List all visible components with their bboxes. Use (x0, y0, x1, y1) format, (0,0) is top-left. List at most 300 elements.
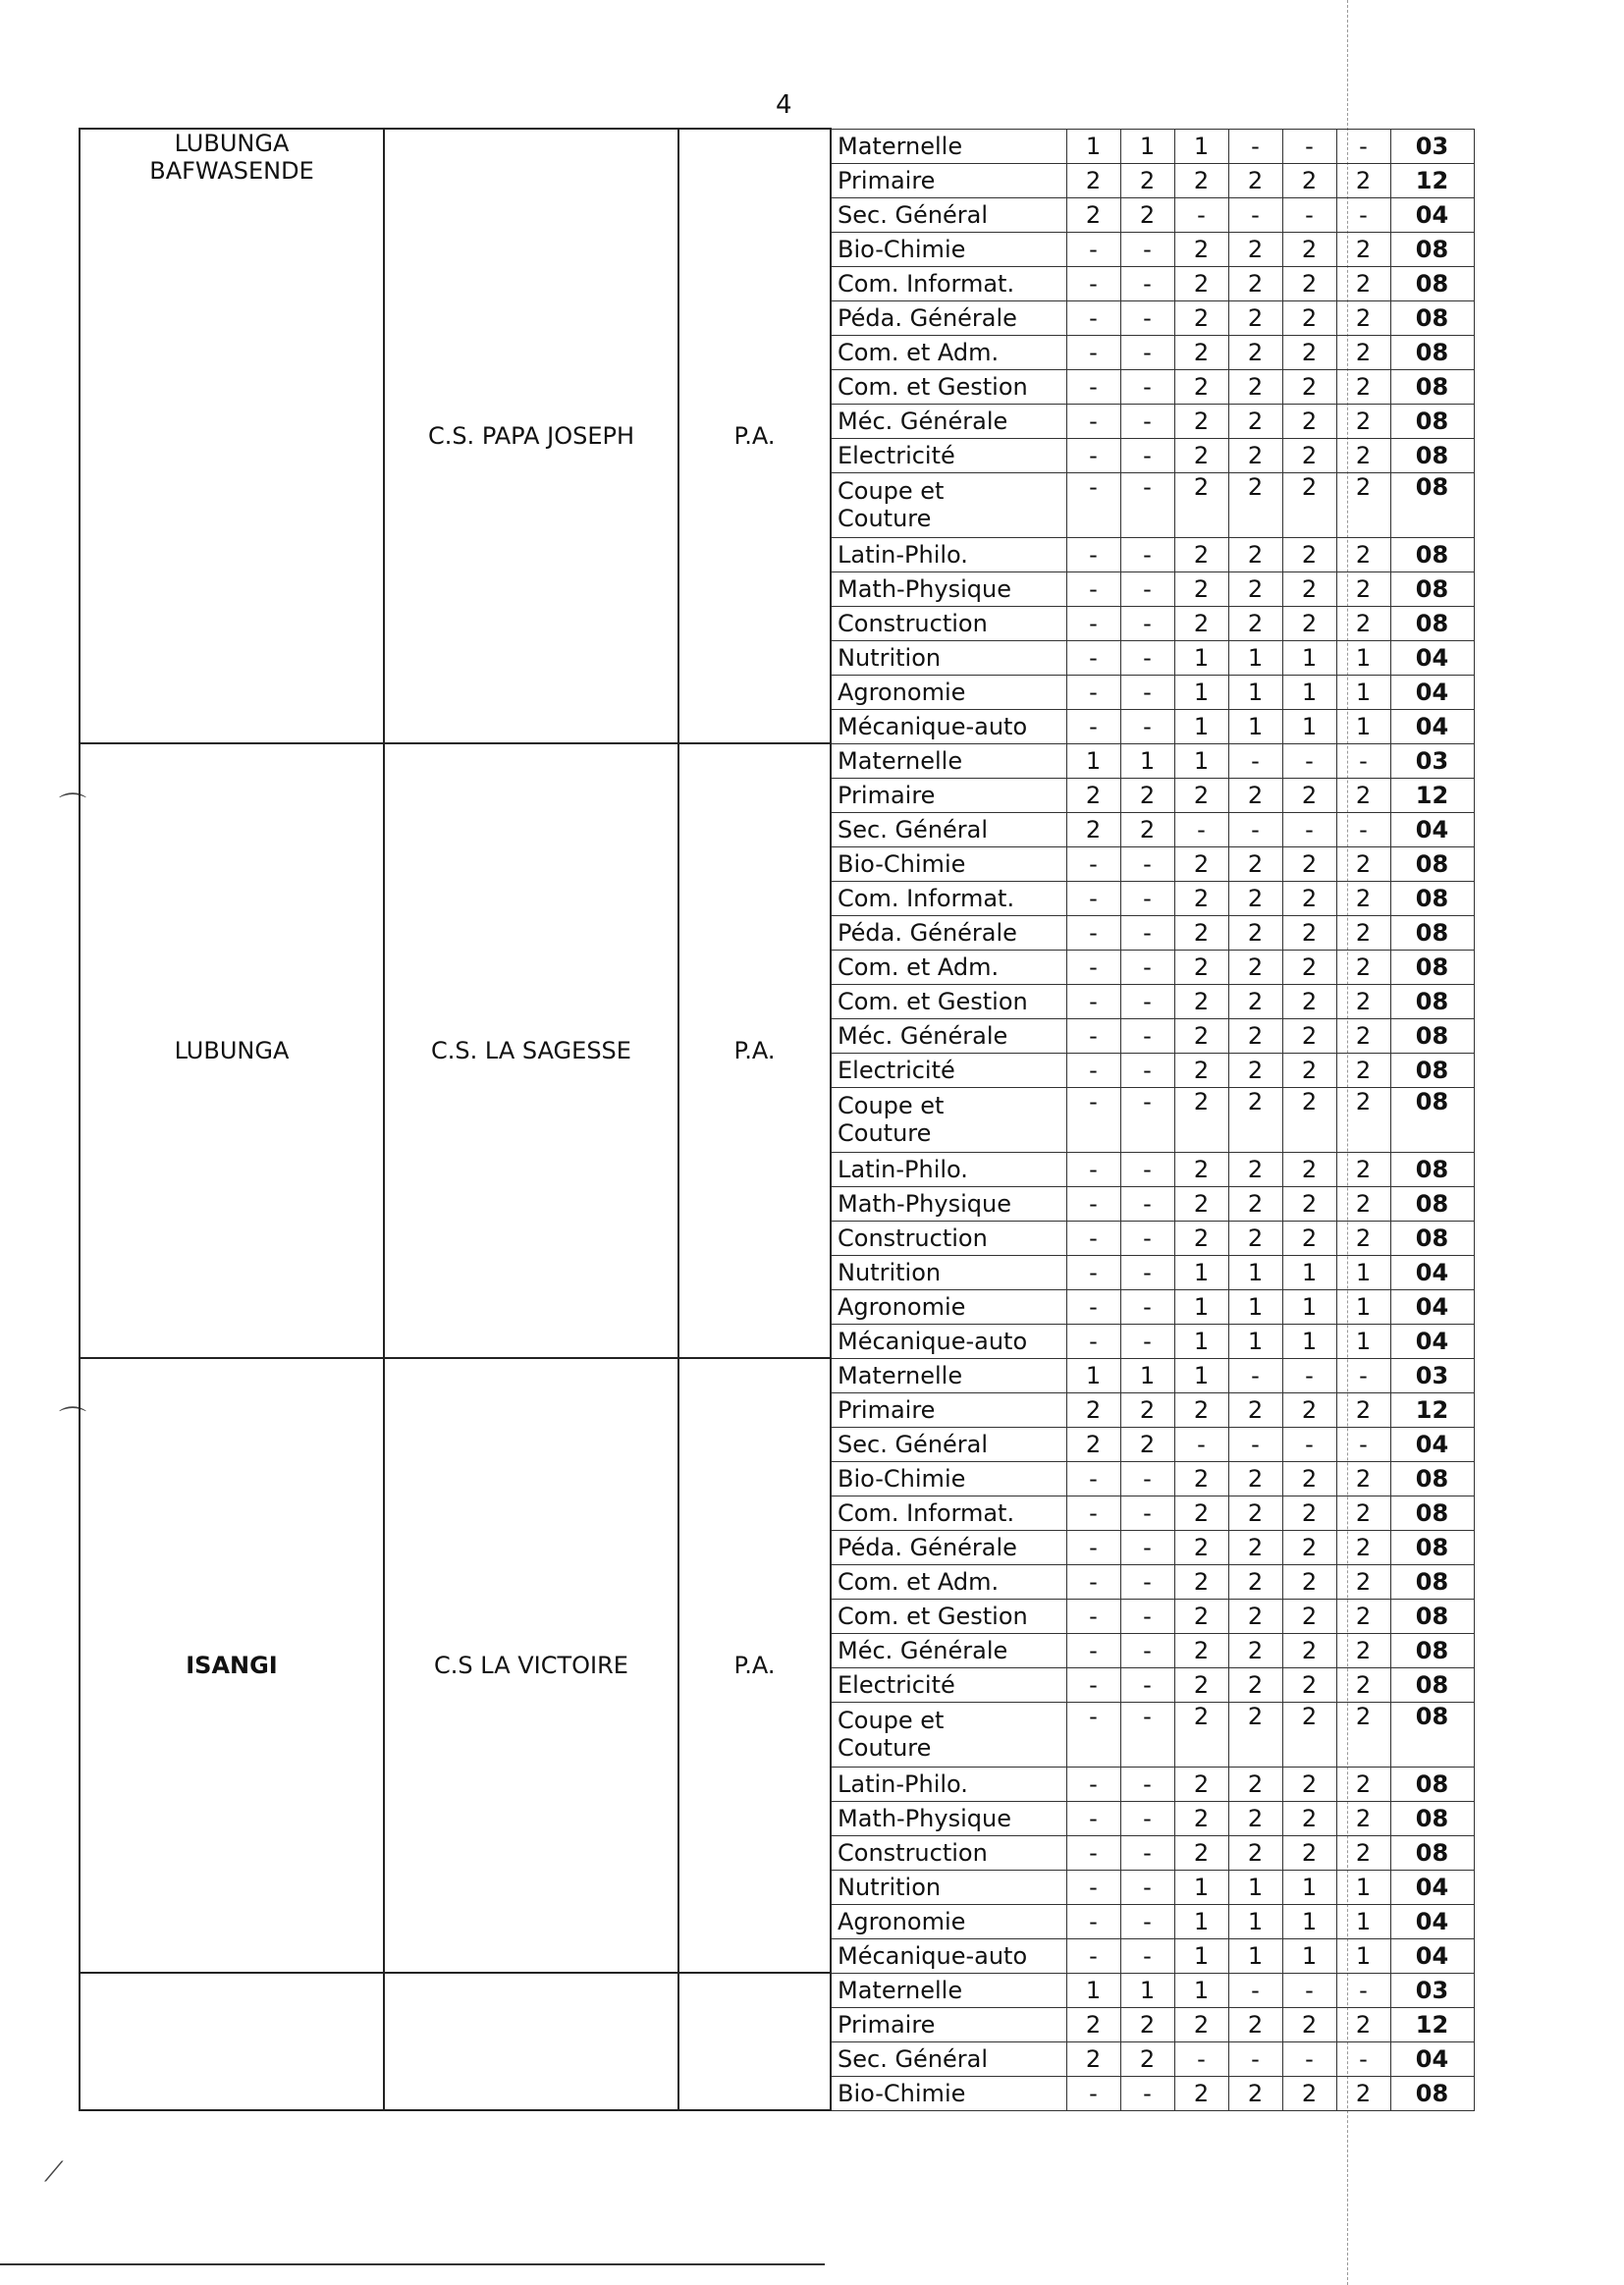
count-cell: 1 (1174, 1904, 1228, 1938)
count-cell: - (1120, 1702, 1174, 1767)
count-cell: 1 (1120, 1358, 1174, 1392)
count-cell: 2 (1282, 2076, 1336, 2110)
count-cell: 1 (1120, 743, 1174, 778)
count-cell: 2 (1174, 778, 1228, 812)
total-cell: 04 (1390, 812, 1474, 846)
count-cell: 2 (1174, 1633, 1228, 1667)
count-cell: - (1066, 1801, 1120, 1835)
count-cell: - (1120, 404, 1174, 438)
count-cell: 1 (1228, 1289, 1282, 1324)
count-cell: 1 (1066, 1358, 1120, 1392)
count-cell: - (1066, 438, 1120, 472)
count-cell: - (1120, 232, 1174, 266)
subject-cell: Péda. Générale (831, 1530, 1066, 1564)
count-cell: 2 (1174, 335, 1228, 369)
regime-cell: P.A. (678, 1358, 831, 1973)
count-cell: - (1336, 1358, 1390, 1392)
total-cell: 03 (1390, 743, 1474, 778)
count-cell: 2 (1336, 1599, 1390, 1633)
count-cell: - (1174, 197, 1228, 232)
count-cell: 2 (1336, 266, 1390, 300)
count-cell: - (1120, 1087, 1174, 1152)
count-cell: - (1120, 1667, 1174, 1702)
count-cell: - (1066, 1870, 1120, 1904)
total-cell: 04 (1390, 2041, 1474, 2076)
total-cell: 08 (1390, 404, 1474, 438)
count-cell: 2 (1336, 1801, 1390, 1835)
subject-cell: Sec. Général (831, 197, 1066, 232)
subject-cell: Sec. Général (831, 812, 1066, 846)
count-cell: 2 (1174, 1461, 1228, 1496)
count-cell: 2 (1336, 1633, 1390, 1667)
count-cell: 2 (1174, 915, 1228, 950)
count-cell: 2 (1174, 266, 1228, 300)
count-cell: - (1174, 812, 1228, 846)
subject-cell: Méc. Générale (831, 1633, 1066, 1667)
count-cell: 2 (1282, 1702, 1336, 1767)
count-cell: 2 (1336, 300, 1390, 335)
count-cell: 2 (1174, 1496, 1228, 1530)
count-cell: 2 (1336, 404, 1390, 438)
count-cell: - (1066, 915, 1120, 950)
count-cell: - (1120, 640, 1174, 675)
count-cell: - (1120, 1324, 1174, 1358)
count-cell: - (1066, 335, 1120, 369)
count-cell: - (1282, 1358, 1336, 1392)
count-cell: 2 (1228, 266, 1282, 300)
count-cell: - (1174, 1427, 1228, 1461)
subject-cell: Latin-Philo. (831, 1152, 1066, 1186)
count-cell: 2 (1228, 1530, 1282, 1564)
count-cell: 2 (1336, 571, 1390, 606)
count-cell: 2 (1336, 1461, 1390, 1496)
count-cell: 1 (1228, 1904, 1282, 1938)
total-cell: 08 (1390, 1702, 1474, 1767)
count-cell: 2 (1336, 915, 1390, 950)
count-cell: 2 (1066, 778, 1120, 812)
count-cell: - (1066, 846, 1120, 881)
count-cell: 1 (1174, 743, 1228, 778)
count-cell: 2 (1066, 1392, 1120, 1427)
subject-cell: Com. Informat. (831, 266, 1066, 300)
count-cell: 2 (1282, 369, 1336, 404)
school-name-cell: C.S LA VICTOIRE (384, 1358, 678, 1973)
count-cell: - (1066, 1461, 1120, 1496)
count-cell: - (1066, 1530, 1120, 1564)
count-cell: 1 (1174, 1938, 1228, 1973)
subject-cell: Méc. Générale (831, 1018, 1066, 1053)
total-cell: 08 (1390, 846, 1474, 881)
subject-cell: Construction (831, 1835, 1066, 1870)
count-cell: - (1228, 812, 1282, 846)
count-cell: - (1120, 709, 1174, 743)
count-cell: 2 (1282, 1496, 1336, 1530)
count-cell: 2 (1228, 472, 1282, 537)
total-cell: 08 (1390, 1835, 1474, 1870)
count-cell: - (1120, 537, 1174, 571)
subject-cell: Com. et Adm. (831, 950, 1066, 984)
table-row (80, 743, 1474, 778)
count-cell: 2 (1336, 606, 1390, 640)
count-cell: 1 (1336, 709, 1390, 743)
total-cell: 08 (1390, 950, 1474, 984)
count-cell: 2 (1282, 606, 1336, 640)
count-cell: 1 (1228, 709, 1282, 743)
count-cell: 2 (1228, 1599, 1282, 1633)
count-cell: 2 (1282, 1835, 1336, 1870)
count-cell: - (1228, 129, 1282, 163)
count-cell: 2 (1228, 1018, 1282, 1053)
count-cell: 2 (1282, 1392, 1336, 1427)
count-cell: 1 (1066, 1973, 1120, 2007)
count-cell: 2 (1282, 1801, 1336, 1835)
count-cell: - (1066, 1087, 1120, 1152)
count-cell: 2 (1336, 778, 1390, 812)
total-cell: 08 (1390, 335, 1474, 369)
count-cell: - (1120, 1496, 1174, 1530)
count-cell: 1 (1066, 743, 1120, 778)
count-cell: - (1120, 984, 1174, 1018)
count-cell: 1 (1174, 1870, 1228, 1904)
count-cell: 1 (1174, 709, 1228, 743)
total-cell: 08 (1390, 606, 1474, 640)
total-cell: 08 (1390, 1530, 1474, 1564)
subject-cell: Primaire (831, 1392, 1066, 1427)
count-cell: 2 (1336, 1392, 1390, 1427)
count-cell: - (1282, 1427, 1336, 1461)
subject-cell: Electricité (831, 1667, 1066, 1702)
count-cell: - (1066, 1186, 1120, 1221)
school-name-cell (384, 1973, 678, 2110)
bottom-rule (0, 2263, 825, 2265)
page-number: 4 (776, 90, 792, 120)
total-cell: 04 (1390, 1427, 1474, 1461)
count-cell: 2 (1174, 1186, 1228, 1221)
count-cell: 2 (1336, 1152, 1390, 1186)
count-cell: 2 (1336, 1702, 1390, 1767)
count-cell: 2 (1228, 606, 1282, 640)
count-cell: - (1066, 1324, 1120, 1358)
count-cell: - (1066, 950, 1120, 984)
count-cell: - (1066, 1152, 1120, 1186)
count-cell: - (1228, 2041, 1282, 2076)
count-cell: - (1066, 571, 1120, 606)
count-cell: 1 (1282, 709, 1336, 743)
count-cell: - (1066, 300, 1120, 335)
count-cell: - (1120, 1530, 1174, 1564)
count-cell: 2 (1282, 1221, 1336, 1255)
count-cell: 2 (1282, 1018, 1336, 1053)
count-cell: - (1066, 1702, 1120, 1767)
count-cell: 2 (1228, 1801, 1282, 1835)
count-cell: 2 (1228, 1392, 1282, 1427)
count-cell: 1 (1120, 1973, 1174, 2007)
total-cell: 08 (1390, 1767, 1474, 1801)
count-cell: 2 (1228, 1186, 1282, 1221)
count-cell: 2 (1174, 404, 1228, 438)
count-cell: 2 (1282, 537, 1336, 571)
count-cell: 2 (1174, 537, 1228, 571)
count-cell: - (1066, 881, 1120, 915)
subject-cell: Com. et Gestion (831, 984, 1066, 1018)
count-cell: 1 (1120, 129, 1174, 163)
count-cell: 2 (1228, 1667, 1282, 1702)
count-cell: 2 (1066, 812, 1120, 846)
count-cell: - (1066, 709, 1120, 743)
count-cell: 2 (1282, 1599, 1336, 1633)
count-cell: - (1120, 1633, 1174, 1667)
count-cell: - (1228, 1973, 1282, 2007)
subject-cell: Maternelle (831, 1358, 1066, 1392)
count-cell: - (1282, 1973, 1336, 2007)
subject-cell: Com. et Adm. (831, 335, 1066, 369)
total-cell: 08 (1390, 1801, 1474, 1835)
count-cell: - (1066, 1053, 1120, 1087)
subject-cell: Coupe et Couture (831, 1702, 1066, 1767)
count-cell: - (1066, 1667, 1120, 1702)
count-cell: - (1120, 335, 1174, 369)
count-cell: - (1336, 812, 1390, 846)
count-cell: - (1066, 404, 1120, 438)
total-cell: 04 (1390, 1904, 1474, 1938)
count-cell: 2 (1282, 1087, 1336, 1152)
count-cell: 2 (1228, 438, 1282, 472)
count-cell: - (1120, 846, 1174, 881)
count-cell: 1 (1228, 1870, 1282, 1904)
count-cell: 2 (1336, 1087, 1390, 1152)
count-cell: 2 (1336, 1018, 1390, 1053)
count-cell: 1 (1228, 675, 1282, 709)
count-cell: - (1120, 571, 1174, 606)
count-cell: 1 (1228, 640, 1282, 675)
count-cell: 2 (1174, 950, 1228, 984)
count-cell: - (1066, 1599, 1120, 1633)
count-cell: 1 (1228, 1255, 1282, 1289)
table-row (80, 1358, 1474, 1392)
subject-cell: Com. Informat. (831, 1496, 1066, 1530)
count-cell: 2 (1174, 1599, 1228, 1633)
total-cell: 08 (1390, 438, 1474, 472)
count-cell: 2 (1282, 1053, 1336, 1087)
count-cell: - (1120, 472, 1174, 537)
subject-cell: Maternelle (831, 743, 1066, 778)
count-cell: - (1120, 915, 1174, 950)
total-cell: 08 (1390, 984, 1474, 1018)
total-cell: 08 (1390, 1599, 1474, 1633)
count-cell: 2 (1120, 778, 1174, 812)
count-cell: 2 (1228, 915, 1282, 950)
count-cell: - (1120, 1801, 1174, 1835)
total-cell: 08 (1390, 1633, 1474, 1667)
total-cell: 08 (1390, 369, 1474, 404)
total-cell: 08 (1390, 266, 1474, 300)
count-cell: 2 (1174, 163, 1228, 197)
total-cell: 04 (1390, 1255, 1474, 1289)
count-cell: 2 (1174, 1221, 1228, 1255)
total-cell: 04 (1390, 709, 1474, 743)
count-cell: 1 (1282, 1255, 1336, 1289)
count-cell: 2 (1228, 300, 1282, 335)
count-cell: - (1120, 300, 1174, 335)
count-cell: 2 (1336, 537, 1390, 571)
count-cell: 2 (1174, 1152, 1228, 1186)
total-cell: 08 (1390, 1461, 1474, 1496)
count-cell: 2 (1174, 1767, 1228, 1801)
count-cell: 2 (1336, 369, 1390, 404)
count-cell: 2 (1174, 1702, 1228, 1767)
count-cell: - (1066, 1018, 1120, 1053)
count-cell: - (1120, 438, 1174, 472)
subject-cell: Nutrition (831, 1870, 1066, 1904)
count-cell: - (1120, 1938, 1174, 1973)
total-cell: 04 (1390, 640, 1474, 675)
subject-cell: Construction (831, 606, 1066, 640)
count-cell: 2 (1228, 537, 1282, 571)
subject-cell: Math-Physique (831, 1801, 1066, 1835)
subject-cell: Maternelle (831, 129, 1066, 163)
count-cell: 2 (1174, 2076, 1228, 2110)
locality-cell: LUBUNGA BAFWASENDE (80, 129, 384, 743)
total-cell: 08 (1390, 915, 1474, 950)
total-cell: 12 (1390, 163, 1474, 197)
total-cell: 08 (1390, 881, 1474, 915)
count-cell: 2 (1336, 950, 1390, 984)
count-cell: - (1228, 743, 1282, 778)
count-cell: 2 (1228, 2007, 1282, 2041)
count-cell: 2 (1174, 1564, 1228, 1599)
count-cell: - (1120, 1599, 1174, 1633)
count-cell: 2 (1228, 1053, 1282, 1087)
count-cell: 2 (1336, 472, 1390, 537)
count-cell: 2 (1336, 1221, 1390, 1255)
total-cell: 08 (1390, 1496, 1474, 1530)
count-cell: 1 (1336, 1289, 1390, 1324)
subject-cell: Nutrition (831, 640, 1066, 675)
count-cell: - (1066, 1221, 1120, 1255)
subject-cell: Mécanique-auto (831, 1938, 1066, 1973)
subject-cell: Bio-Chimie (831, 2076, 1066, 2110)
scan-mark: ⌒ (59, 790, 87, 823)
count-cell: - (1066, 1633, 1120, 1667)
count-cell: - (1228, 1358, 1282, 1392)
scan-mark: ⟋ (44, 2155, 64, 2188)
count-cell: 2 (1336, 1667, 1390, 1702)
count-cell: 1 (1174, 1358, 1228, 1392)
count-cell: 2 (1228, 1496, 1282, 1530)
count-cell: - (1282, 812, 1336, 846)
total-cell: 12 (1390, 1392, 1474, 1427)
count-cell: 2 (1336, 163, 1390, 197)
count-cell: - (1120, 1018, 1174, 1053)
count-cell: 2 (1066, 2007, 1120, 2041)
count-cell: 2 (1174, 846, 1228, 881)
count-cell: 1 (1336, 1904, 1390, 1938)
count-cell: 2 (1228, 369, 1282, 404)
count-cell: 2 (1282, 881, 1336, 915)
total-cell: 04 (1390, 1289, 1474, 1324)
count-cell: - (1336, 129, 1390, 163)
count-cell: 1 (1174, 1289, 1228, 1324)
total-cell: 08 (1390, 571, 1474, 606)
total-cell: 04 (1390, 1938, 1474, 1973)
count-cell: 2 (1282, 163, 1336, 197)
total-cell: 08 (1390, 1186, 1474, 1221)
count-cell: 2 (1336, 1053, 1390, 1087)
count-cell: 2 (1282, 266, 1336, 300)
count-cell: - (1120, 1186, 1174, 1221)
count-cell: - (1336, 2041, 1390, 2076)
count-cell: 2 (1120, 197, 1174, 232)
subject-cell: Electricité (831, 438, 1066, 472)
count-cell: 2 (1336, 1767, 1390, 1801)
count-cell: - (1066, 1289, 1120, 1324)
count-cell: 2 (1336, 1530, 1390, 1564)
count-cell: 2 (1120, 1427, 1174, 1461)
count-cell: - (1336, 1427, 1390, 1461)
subject-cell: Electricité (831, 1053, 1066, 1087)
subject-cell: Coupe et Couture (831, 1087, 1066, 1152)
count-cell: 2 (1228, 571, 1282, 606)
total-cell: 08 (1390, 1564, 1474, 1599)
total-cell: 04 (1390, 1870, 1474, 1904)
count-cell: - (1120, 1870, 1174, 1904)
count-cell: - (1066, 1938, 1120, 1973)
count-cell: 1 (1336, 1255, 1390, 1289)
count-cell: - (1120, 1461, 1174, 1496)
count-cell: 2 (1228, 1633, 1282, 1667)
count-cell: - (1066, 1904, 1120, 1938)
school-name-cell: C.S. LA SAGESSE (384, 743, 678, 1358)
count-cell: 2 (1282, 1767, 1336, 1801)
subject-cell: Agronomie (831, 1289, 1066, 1324)
total-cell: 08 (1390, 472, 1474, 537)
count-cell: 1 (1282, 1289, 1336, 1324)
count-cell: 2 (1174, 1801, 1228, 1835)
count-cell: 2 (1174, 232, 1228, 266)
count-cell: - (1120, 881, 1174, 915)
subject-cell: Primaire (831, 163, 1066, 197)
count-cell: 2 (1174, 571, 1228, 606)
count-cell: 2 (1282, 300, 1336, 335)
total-cell: 04 (1390, 197, 1474, 232)
count-cell: 2 (1336, 438, 1390, 472)
count-cell: 2 (1282, 2007, 1336, 2041)
table-row (80, 1973, 1474, 2007)
count-cell: - (1336, 197, 1390, 232)
count-cell: 2 (1228, 984, 1282, 1018)
count-cell: - (1120, 2076, 1174, 2110)
subject-cell: Com. Informat. (831, 881, 1066, 915)
count-cell: 2 (1282, 915, 1336, 950)
count-cell: 2 (1228, 778, 1282, 812)
count-cell: 2 (1228, 1221, 1282, 1255)
subject-cell: Bio-Chimie (831, 1461, 1066, 1496)
subject-cell: Méc. Générale (831, 404, 1066, 438)
count-cell: 2 (1228, 232, 1282, 266)
count-cell: 2 (1066, 163, 1120, 197)
count-cell: 2 (1174, 369, 1228, 404)
count-cell: - (1066, 2076, 1120, 2110)
count-cell: - (1120, 675, 1174, 709)
count-cell: - (1120, 1289, 1174, 1324)
subject-cell: Sec. Général (831, 1427, 1066, 1461)
count-cell: 2 (1228, 881, 1282, 915)
count-cell: 2 (1336, 1186, 1390, 1221)
count-cell: 1 (1174, 129, 1228, 163)
count-cell: 1 (1282, 1870, 1336, 1904)
count-cell: 2 (1282, 984, 1336, 1018)
count-cell: 2 (1282, 571, 1336, 606)
